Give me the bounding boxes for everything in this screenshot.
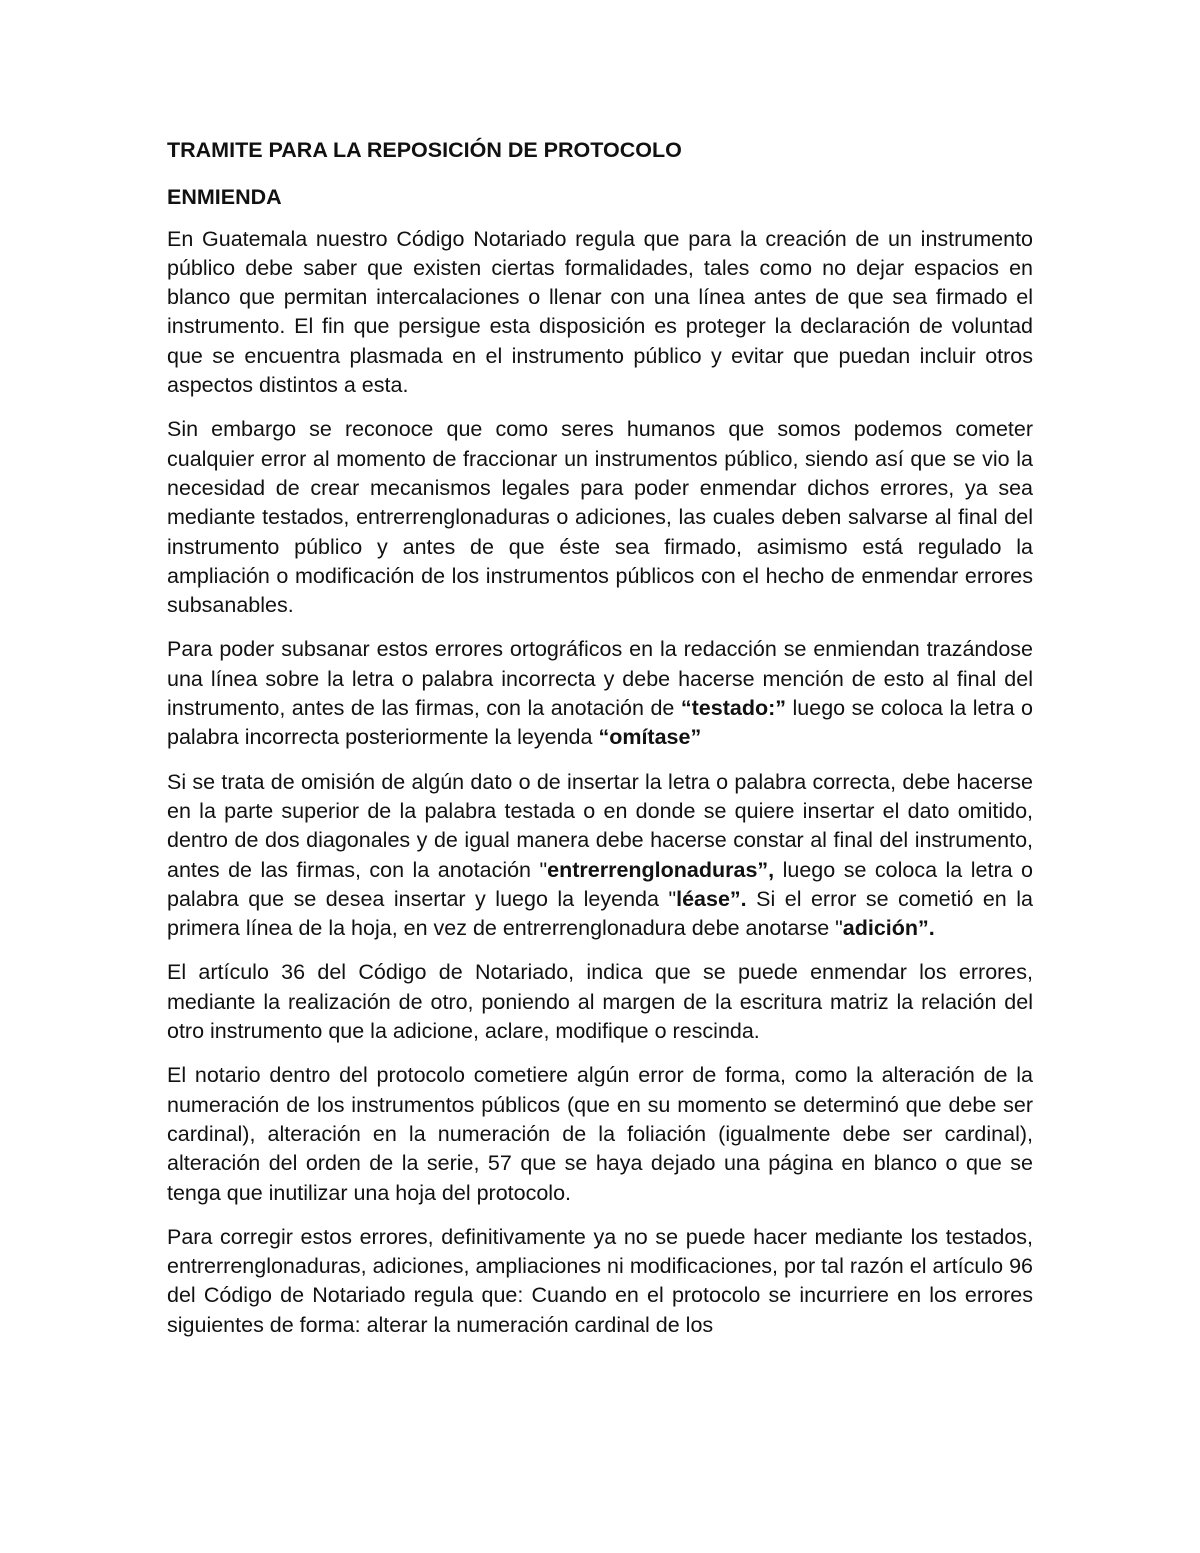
paragraph-4-text-2: luego se coloca la letra o palabra que se desea insertar y luego la leyenda — [167, 857, 1033, 911]
paragraph-4-text-3: Si el error se cometió en la primera línea de la hoja, en vez de entrerrenglonadura debe anotarse — [167, 886, 1033, 941]
paragraph-4-text-1: Si se trata de omisión de algún dato o de insertar la letra o palabra correcta, debe hacerse en la parte superior de la palabra testada o en donde se quiere insertar el dato omitido, dentro de dos diagonales y de igual manera debe hacerse constar al final del instrumento, antes de las firmas, con la anotación — [167, 769, 1033, 882]
paragraph-7: Para corregir estos errores, definitivamente ya no se puede hacer mediante los testados, entrerrenglonaduras, adiciones, ampliaciones ni modificaciones, por tal razón el artículo 96 del Código de Notariado regula que: Cuando en el protocolo se incurriere en los errores siguientes de forma: alterar la numeración cardinal de los — [167, 1224, 1033, 1337]
paragraph-3-text-1: Para poder subsanar estos errores ortográficos en la redacción se enmiendan trazándose una línea sobre la letra o palabra incorrecta y debe hacerse mención de esto al final del instrumento, antes de las firmas, con la anotación de — [167, 637, 1033, 721]
lease-term: léase”. — [676, 886, 747, 911]
omitase-term: “omítase” — [598, 725, 702, 750]
paragraph-1: En Guatemala nuestro Código Notariado regula que para la creación de un instrumento público debe saber que existen ciertas formalidades, tales como no dejar espacios en blanco que permitan intercalaciones o llenar con una línea antes de que sea firmado el instrumento. El fin que persigue esta disposición es proteger la declaración de voluntad que se encuentra plasmada en el instrumento público y evitar que puedan incluir otros aspectos distintos a esta. — [167, 226, 1033, 398]
paragraph-5: El artículo 36 del Código de Notariado, indica que se puede enmendar los errores, mediante la realización de otro, poniendo al margen de la escritura matriz la relación del otro instrumento que la adicione, aclare, modifique o rescinda. — [167, 960, 1033, 1044]
paragraph-3 — [167, 635, 1033, 752]
quote-mark: " — [539, 857, 548, 882]
document-page — [167, 136, 1033, 1355]
entrerrenglonaduras-term: entrerrenglonaduras”, — [547, 857, 775, 882]
paragraph-2: Sin embargo se reconoce que como seres humanos que somos podemos cometer cualquier error al momento de fraccionar un instrumentos público, siendo así que se vio la necesidad de crear mecanismos legales para poder enmendar dichos errores, ya sea mediante testados, entrerrenglonaduras o adiciones, las cuales deben salvarse al final del instrumento público y antes de que éste sea firmado, asimismo está regulado la ampliación o modificación de los instrumentos públicos con el hecho de enmendar errores subsanables. — [167, 417, 1033, 618]
quote-mark: " — [835, 916, 843, 941]
paragraph-6: El notario dentro del protocolo cometiere algún error de forma, como la alteración de la numeración de los instrumentos públicos (que en su momento se determinó que debe ser cardinal), alteración en la numeración de la foliación (igualmente debe ser cardinal), alteración del orden de la serie, 57 que se haya dejado una página en blanco o que se tenga que inutilizar una hoja del protocolo. — [167, 1063, 1033, 1205]
section-heading: ENMIENDA — [167, 185, 282, 210]
document-title: TRAMITE PARA LA REPOSICIÓN DE PROTOCOLO — [167, 138, 682, 162]
paragraph-4 — [167, 768, 1033, 944]
adicion-term: adición”. — [842, 916, 935, 941]
quote-mark: " — [668, 886, 677, 911]
paragraph-3-text-2: luego se coloca la letra o palabra incorrecta posteriormente la leyenda — [167, 696, 1033, 750]
testado-term: “testado:” — [680, 696, 786, 721]
